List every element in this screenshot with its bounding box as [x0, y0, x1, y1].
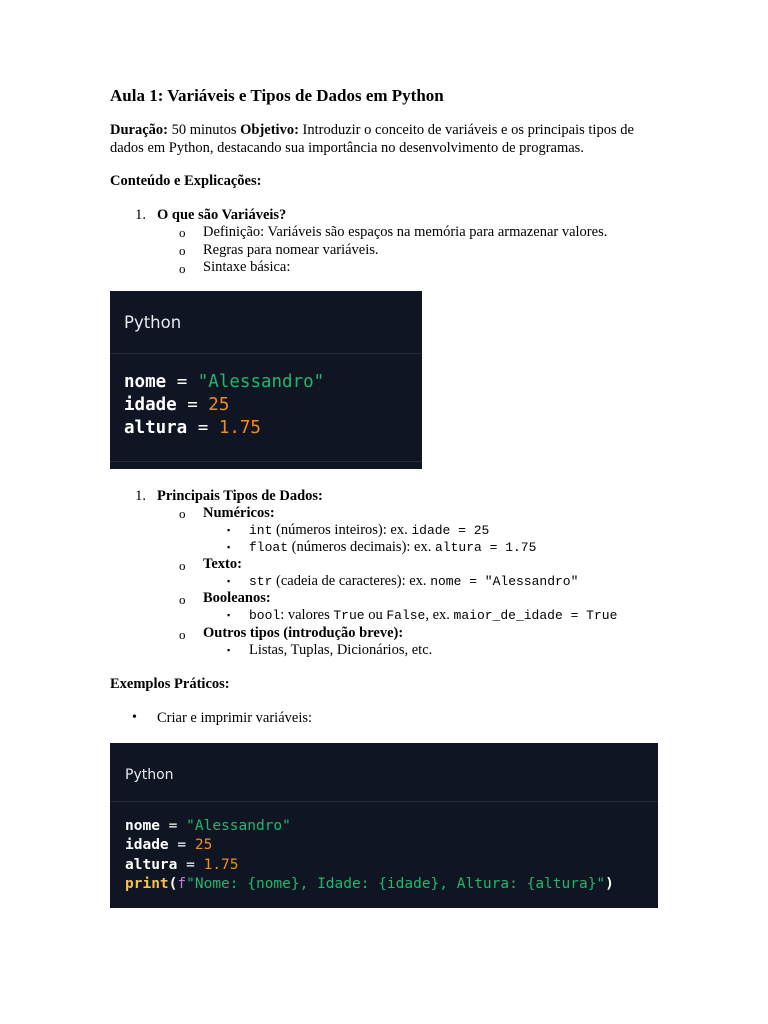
bullet-marker: o — [179, 261, 186, 276]
type-category-heading: Numéricos: — [203, 505, 275, 521]
square-bullet-marker: ▪ — [227, 525, 231, 535]
bullet-marker: o — [179, 558, 186, 573]
code-block — [110, 291, 422, 469]
list-number: 1. — [135, 488, 146, 504]
dot-bullet-marker: • — [132, 710, 137, 725]
list-item: float (números decimais): ex. altura = 1.75 — [249, 539, 537, 555]
code-line: nome = "Alessandro" — [125, 818, 291, 834]
bullet-marker: o — [179, 592, 186, 607]
code-language-label: Python — [125, 767, 174, 783]
divider — [110, 353, 422, 354]
page-title: Aula 1: Variáveis e Tipos de Dados em Python — [110, 86, 444, 105]
type-category-heading: Texto: — [203, 556, 242, 572]
square-bullet-marker: ▪ — [227, 542, 231, 552]
list-item: Definição: Variáveis são espaços na memória para armazenar valores. — [203, 224, 608, 240]
list-item: int (números inteiros): ex. idade = 25 — [249, 522, 490, 538]
code-line: idade = 25 — [125, 837, 213, 853]
square-bullet-marker: ▪ — [227, 645, 231, 655]
list-item: str (cadeia de caracteres): ex. nome = "Alessandro" — [249, 573, 579, 589]
code-block — [110, 743, 658, 908]
list-item: Sintaxe básica: — [203, 259, 291, 275]
list-item-heading: O que são Variáveis? — [157, 207, 287, 223]
code-language-label: Python — [124, 313, 182, 332]
code-line: altura = 1.75 — [124, 418, 261, 438]
objective-value: Introduzir o conceito de variáveis e os principais tipos de dados em Python, destacando sua importância no desenvolvimento de programas. — [110, 122, 634, 156]
duration-value: 50 minutos — [168, 122, 241, 138]
divider — [110, 461, 422, 462]
code-line: altura = 1.75 — [125, 857, 239, 873]
code-line: print(f"Nome: {nome}, Idade: {idade}, Altura: {altura}") — [125, 876, 614, 892]
bullet-marker: o — [179, 506, 186, 521]
bullet-marker: o — [179, 627, 186, 642]
list-item: Criar e imprimir variáveis: — [157, 710, 313, 726]
list-item-heading: Principais Tipos de Dados: — [157, 488, 323, 504]
type-category-heading: Booleanos: — [203, 590, 271, 606]
code-line: nome = "Alessandro" — [124, 372, 325, 392]
divider — [110, 801, 658, 802]
list-number: 1. — [135, 207, 146, 223]
code-line: idade = 25 — [124, 395, 230, 415]
objective-label: Objetivo: — [240, 122, 299, 138]
section-heading-content: Conteúdo e Explicações: — [110, 173, 262, 189]
square-bullet-marker: ▪ — [227, 576, 231, 586]
section-heading-examples: Exemplos Práticos: — [110, 676, 230, 692]
bullet-marker: o — [179, 243, 186, 258]
type-category-heading: Outros tipos (introdução breve): — [203, 625, 404, 641]
square-bullet-marker: ▪ — [227, 610, 231, 620]
list-item: bool: valores True ou False, ex. maior_de_idade = True — [249, 607, 618, 623]
bullet-marker: o — [179, 225, 186, 240]
intro-paragraph — [110, 122, 670, 157]
list-item: Listas, Tuplas, Dicionários, etc. — [249, 642, 433, 658]
list-item: Regras para nomear variáveis. — [203, 242, 379, 258]
duration-label: Duração: — [110, 122, 168, 138]
